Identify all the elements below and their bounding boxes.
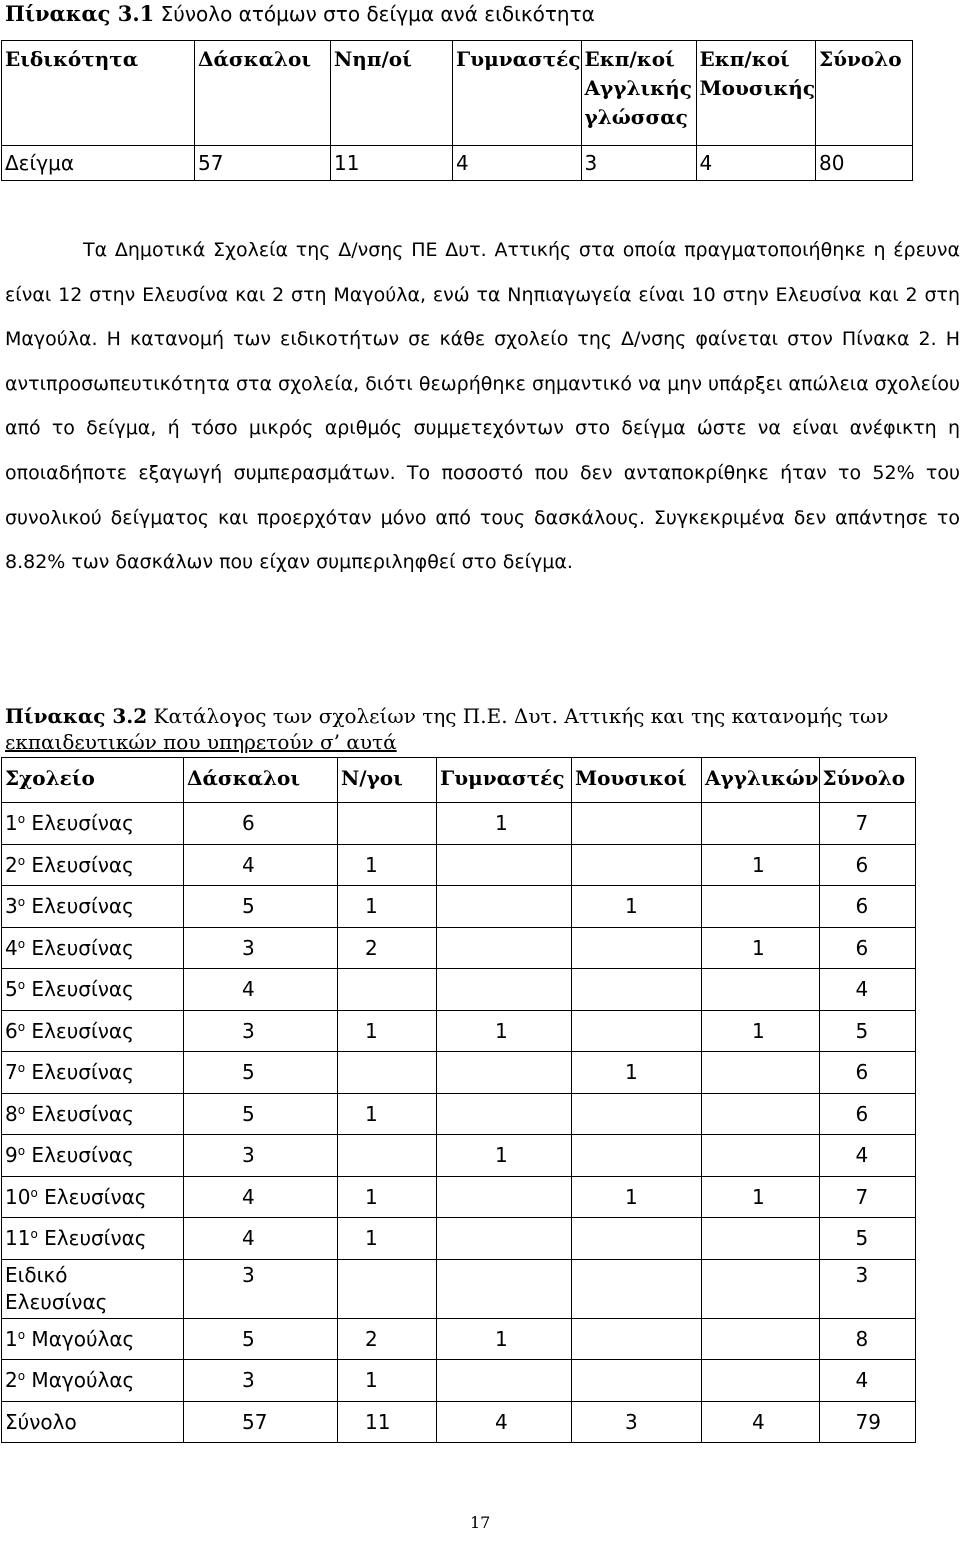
table2-cell	[702, 1052, 820, 1094]
ordinal-suffix: ο	[17, 1102, 26, 1117]
school-number: 11	[5, 1226, 31, 1250]
table2-caption-label: Πίνακας 3.2	[5, 704, 148, 728]
table1-caption-text: Σύνολο ατόμων στο δείγμα ανά ειδικότητα	[154, 2, 595, 26]
table2-cell: 7	[819, 803, 915, 845]
table2-cell	[572, 803, 702, 845]
table1-header-cell: Εκπ/κοί Αγγλικής γλώσσας	[581, 41, 696, 146]
table2-cell	[437, 969, 572, 1011]
school-number: 2	[5, 1368, 18, 1392]
table2-row	[2, 1218, 916, 1260]
ordinal-suffix: ο	[17, 1144, 26, 1158]
table2-cell	[437, 1052, 572, 1094]
table2-cell: 6	[819, 927, 915, 969]
table2-cell	[702, 1135, 820, 1177]
ordinal-suffix: ο	[17, 1369, 26, 1383]
table2-school-cell	[2, 1052, 184, 1094]
table2-header-cell: Δάσκαλοι	[184, 758, 338, 803]
table2-row	[2, 1093, 916, 1135]
table2-school-cell	[2, 844, 184, 886]
table2-cell	[572, 1093, 702, 1135]
school-number: 1	[5, 811, 18, 835]
table2-header-cell: Γυμναστές	[437, 758, 572, 803]
table2-school-cell	[2, 1176, 184, 1218]
table2-row	[2, 1052, 916, 1094]
table2-cell	[702, 1318, 820, 1360]
table1-header-cell: Νηπ/οί	[331, 41, 453, 146]
table2-row	[2, 1010, 916, 1052]
table2-cell: 4	[702, 1401, 820, 1443]
table2-school-cell	[2, 1218, 184, 1260]
table2-cell: 1	[572, 1052, 702, 1094]
table2-cell: 4	[184, 844, 338, 886]
ordinal-suffix: ο	[17, 812, 26, 826]
table2-row	[2, 1259, 916, 1318]
school-number: 4	[5, 935, 18, 960]
table2-header-row	[2, 758, 916, 803]
table2-cell	[437, 844, 572, 886]
table2-cell: 1	[702, 844, 820, 886]
body-paragraph: Τα Δημοτικά Σχολεία της Δ/νσης ΠΕ Δυτ. Αττικής στα οποία πραγματοποιήθηκε η έρευνα είναι 12 στην Ελευσίνα και 2 στη Μαγούλα, ενώ τα Νηπιαγωγεία είναι 10 στην Ελευσίνα και 2 στη Μαγούλα. Η κατανομή των ειδικοτήτων σε κάθε σχολείο της Δ/νσης φαίνεται στον Πίνακα 2. Η αντιπροσωπευτικότητα στα σχολεία, διότι θεωρήθηκε σημαντικό να μην υπάρξει απώλεια σχολείου από το δείγμα, ή τόσο μικρός αριθμός συμμετεχόντων στο δείγμα ώστε να είναι ανέφικτη η οποιαδήποτε εξαγωγή συμπερασμάτων. Το ποσοστό που δεν ανταποκρίθηκε ήταν το 52% του συνολικού δείγματος και προερχόταν μόνο από τους δασκάλους. Συγκεκριμένα δεν απάντησε το 8.82% των δασκάλων που είχαν συμπεριληφθεί στο δείγμα.	[5, 239, 960, 574]
school-name: Ελευσίνας	[25, 894, 134, 918]
table2-school-cell	[2, 1318, 184, 1360]
table2-cell	[572, 1318, 702, 1360]
table2-cell: 4	[437, 1401, 572, 1443]
table2-cell	[338, 969, 437, 1011]
table2-row	[2, 969, 916, 1011]
ordinal-suffix: ο	[17, 1061, 26, 1075]
school-number: 1	[5, 1326, 18, 1351]
table2-cell: 57	[184, 1401, 338, 1443]
school-name: Ελευσίνας	[25, 811, 134, 835]
table2-cell: 1	[702, 1176, 820, 1218]
school-name: Ελευσίνας	[37, 1184, 147, 1209]
table2-cell: 1	[702, 1010, 820, 1052]
table2-school-cell	[2, 886, 184, 928]
table2-cell: 4	[819, 969, 915, 1011]
table2-cell	[702, 1259, 820, 1318]
school-name: Ελευσίνας	[25, 1018, 134, 1043]
table2-cell: 4	[819, 1135, 915, 1177]
table2-body	[2, 758, 916, 1443]
table2-row	[2, 1176, 916, 1218]
school-name: Ελευσίνας	[25, 935, 134, 960]
table2-header-cell: Μουσικοί	[572, 758, 702, 803]
school-name: Ελευσίνας	[25, 1143, 134, 1167]
table2-cell	[572, 1259, 702, 1318]
table2-row	[2, 927, 916, 969]
table2-cell: 5	[184, 1052, 338, 1094]
table2	[1, 757, 916, 1443]
school-name: Σύνολο	[5, 1409, 77, 1434]
table1-cell: 80	[816, 146, 913, 181]
table2-cell: 4	[184, 1176, 338, 1218]
table1	[1, 40, 913, 181]
table2-cell	[338, 1259, 437, 1318]
school-number: 3	[5, 894, 18, 918]
table2-cell: 4	[184, 1218, 338, 1260]
ordinal-suffix: ο	[30, 1185, 38, 1200]
school-number: 2	[5, 852, 18, 877]
table2-cell	[702, 803, 820, 845]
table1-cell: 57	[195, 146, 331, 181]
table1-header-cell: Σύνολο	[816, 41, 913, 146]
table2-cell	[338, 1052, 437, 1094]
table2-cell: 3	[184, 1259, 338, 1318]
table2-caption-text-line2: εκπαιδευτικών που υπηρετούν σ’ αυτά	[5, 730, 397, 754]
table2-cell: 5	[819, 1010, 915, 1052]
table2-cell: 5	[819, 1218, 915, 1260]
school-number: 9	[5, 1143, 18, 1167]
school-name: Ελευσίνας	[25, 852, 134, 877]
table2-cell: 1	[572, 886, 702, 928]
table2-cell	[702, 886, 820, 928]
school-name: Ελευσίνας	[25, 1101, 134, 1126]
table2-cell	[572, 844, 702, 886]
table2-cell: 1	[338, 886, 437, 928]
table2-cell	[437, 886, 572, 928]
table2-cell: 3	[184, 1010, 338, 1052]
table2-cell	[572, 927, 702, 969]
school-name: Μαγούλας	[25, 1326, 135, 1351]
table2-cell	[572, 1010, 702, 1052]
table2-cell: 6	[819, 1093, 915, 1135]
table2-header-cell: Σχολείο	[2, 758, 184, 803]
table2-cell: 1	[338, 1360, 437, 1402]
table2-cell: 7	[819, 1176, 915, 1218]
table2-cell: 6	[184, 803, 338, 845]
table2-cell: 1	[437, 1318, 572, 1360]
page-number: 17	[470, 1513, 491, 1532]
table2-cell: 3	[184, 927, 338, 969]
ordinal-suffix: ο	[30, 1227, 38, 1241]
table2-cell: 3	[819, 1259, 915, 1318]
table1-cell: 3	[581, 146, 696, 181]
table2-cell: 3	[572, 1401, 702, 1443]
table2-row	[2, 1401, 916, 1443]
table2-cell: 1	[338, 1093, 437, 1135]
school-number: 7	[5, 1060, 18, 1084]
school-name: Ελευσίνας	[25, 1060, 134, 1084]
table2-cell: 3	[184, 1135, 338, 1177]
table2-cell	[437, 1259, 572, 1318]
table2-cell	[702, 1360, 820, 1402]
table2-cell	[572, 969, 702, 1011]
table2-cell: 1	[338, 1010, 437, 1052]
school-name: Μαγούλας	[25, 1368, 135, 1392]
table2-cell: 6	[819, 1052, 915, 1094]
table2-cell	[572, 1218, 702, 1260]
table1-cell: 11	[331, 146, 453, 181]
table1-cell: 4	[696, 146, 816, 181]
table1-header-cell: Ειδικότητα	[2, 41, 195, 146]
table2-cell: 79	[819, 1401, 915, 1443]
table1-header-cell: Γυμναστές	[453, 41, 582, 146]
table2-cell: 4	[819, 1360, 915, 1402]
table2-school-cell	[2, 1259, 184, 1318]
table2-row	[2, 886, 916, 928]
ordinal-suffix: ο	[17, 853, 26, 868]
table1-caption	[5, 0, 595, 28]
table2-school-cell	[2, 1010, 184, 1052]
table2-cell: 2	[338, 927, 437, 969]
school-number: 8	[5, 1101, 18, 1126]
table2-school-cell	[2, 1135, 184, 1177]
table2-cell: 5	[184, 1093, 338, 1135]
table2-header-cell: Σύνολο	[819, 758, 915, 803]
table2-cell	[437, 1093, 572, 1135]
table2-cell: 1	[437, 803, 572, 845]
table2-caption-text: Κατάλογος των σχολείων της Π.Ε. Δυτ. Αττικής και της κατανομής των	[147, 704, 889, 728]
table2-cell: 1	[702, 927, 820, 969]
table2-cell: 11	[338, 1401, 437, 1443]
table2-row	[2, 1135, 916, 1177]
table2-cell	[437, 927, 572, 969]
table2-cell	[437, 1176, 572, 1218]
table2-school-cell	[2, 969, 184, 1011]
ordinal-suffix: ο	[17, 895, 26, 909]
table1-caption-label: Πίνακας 3.1	[5, 1, 155, 26]
table2-cell: 6	[819, 844, 915, 886]
table1-cell: 4	[453, 146, 582, 181]
school-number: 5	[5, 977, 18, 1001]
school-number: 10	[5, 1184, 31, 1209]
table2-cell	[338, 1135, 437, 1177]
table2-cell: 2	[338, 1318, 437, 1360]
ordinal-suffix: ο	[17, 936, 26, 951]
table2-row	[2, 1318, 916, 1360]
table1-cell: Δείγμα	[2, 146, 195, 181]
school-number: 6	[5, 1018, 18, 1043]
table2-row	[2, 1360, 916, 1402]
table2-row	[2, 844, 916, 886]
table2-cell: 1	[338, 1176, 437, 1218]
table2-school-cell	[2, 927, 184, 969]
table2-cell	[702, 969, 820, 1011]
school-name: Ελευσίνας	[37, 1226, 147, 1250]
ordinal-suffix: ο	[17, 978, 26, 992]
table2-cell	[702, 1093, 820, 1135]
table2-cell	[572, 1360, 702, 1402]
table2-cell: 6	[819, 886, 915, 928]
table2-row	[2, 803, 916, 845]
table2-school-cell	[2, 1401, 184, 1443]
table2-cell: 8	[819, 1318, 915, 1360]
table2-cell: 1	[437, 1135, 572, 1177]
table2-cell: 5	[184, 886, 338, 928]
table2-school-cell	[2, 1360, 184, 1402]
table2-header-cell: Αγγλικών	[702, 758, 820, 803]
table2-cell: 4	[184, 969, 338, 1011]
school-name: Ειδικό Ελευσίνας	[5, 1262, 108, 1314]
ordinal-suffix: ο	[17, 1327, 26, 1342]
table2-cell: 5	[184, 1318, 338, 1360]
ordinal-suffix: ο	[17, 1019, 26, 1034]
table1-row	[2, 146, 913, 181]
table1-header-row	[2, 41, 913, 146]
table2-school-cell	[2, 803, 184, 845]
table2-cell: 1	[437, 1010, 572, 1052]
table2-cell: 3	[184, 1360, 338, 1402]
table2-cell	[437, 1360, 572, 1402]
table2-cell: 1	[338, 1218, 437, 1260]
table2-cell	[437, 1218, 572, 1260]
table1-header-cell: Δάσκαλοι	[195, 41, 331, 146]
school-name: Ελευσίνας	[25, 977, 134, 1001]
table2-cell	[572, 1135, 702, 1177]
table2-cell: 1	[338, 844, 437, 886]
table2-header-cell: Ν/γοι	[338, 758, 437, 803]
table2-cell	[702, 1218, 820, 1260]
table2-cell: 1	[572, 1176, 702, 1218]
table1-header-cell: Εκπ/κοί Μουσικής	[696, 41, 816, 146]
table2-school-cell	[2, 1093, 184, 1135]
table2-cell	[338, 803, 437, 845]
table2-caption	[5, 703, 960, 755]
